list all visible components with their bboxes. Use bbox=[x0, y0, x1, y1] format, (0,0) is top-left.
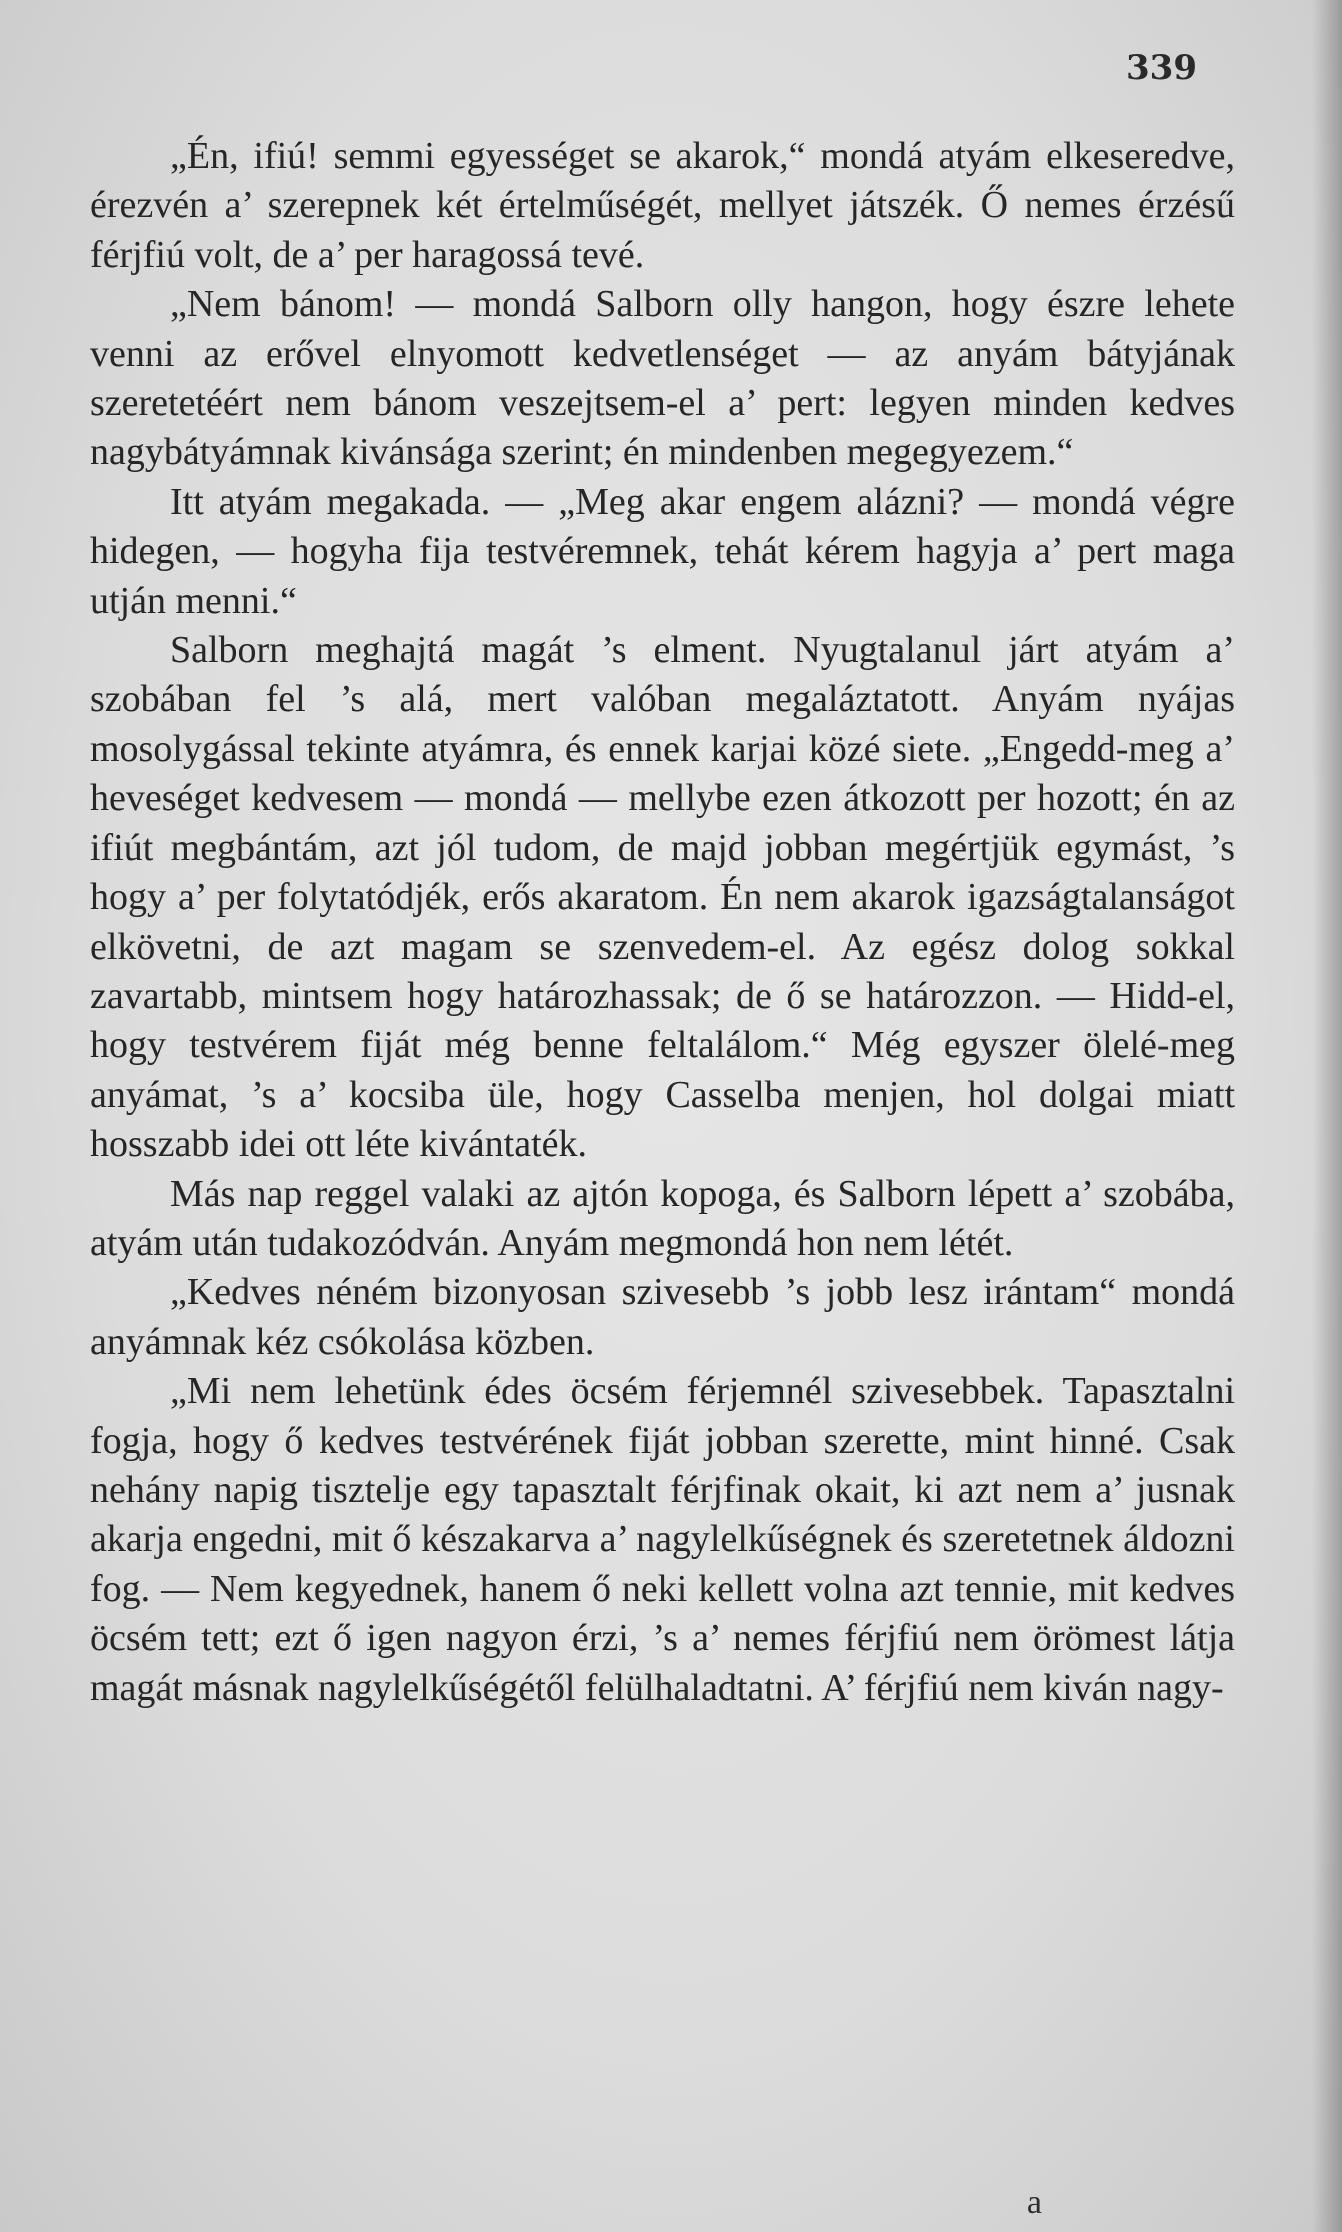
paragraph-6: „Kedves néném bizonyosan szivesebb ’s jobb lesz irántam“ mondá anyámnak kéz csókolása közben. bbox=[90, 1271, 1235, 1363]
paragraph-3: Itt atyám megakada. — „Meg akar engem alázni? — mondá végre hidegen, — hogyha fija testvéremnek, tehát kérem hagyja a’ pert maga utján menni.“ bbox=[90, 480, 1235, 622]
paragraph-1: „Én, ifiú! semmi egyességet se akarok,“ mondá atyám elkeseredve, érezvén a’ szerepnek két értelműségét, mellyet játszék. Ő nemes érzésű férjfiú volt, de a’ per haragossá tevé. bbox=[90, 135, 1235, 276]
paragraph-2: „Nem bánom! — mondá Salborn olly hangon, hogy észre lehete venni az erővel elnyomott kedvetlenséget — az anyám bátyjának szeretetéért nem bánom veszejtsem-el a’ pert: legyen minden kedves nagybátyámnak kivánsága szerint; én mindenben megegyezem.“ bbox=[90, 283, 1235, 474]
body-text bbox=[90, 132, 1235, 1713]
paragraph-7: „Mi nem lehetünk édes öcsém férjemnél szivesebbek. Tapasztalni fogja, hogy ő kedves testvérének fiját jobban szerette, mint hinné. Csak nehány napig tisztelje egy tapasztalt férjfinak okait, ki azt nem a’ jusnak akarja engedni, mit ő készakarva a’ nagylelkűségnek és szeretetnek áldozni fog. — Nem kegyednek, hanem ő neki kellett volna azt tennie, mit kedves öcsém tett; ezt ő igen nagyon érzi, ’s a’ nemes férjfiú nem örömest látja magát másnak nagylelkűségétől felülhaladtatni. A’ férjfiú nem kiván nagy- bbox=[90, 1370, 1235, 1709]
catchword: a bbox=[1026, 2184, 1042, 2221]
page-edge-shadow bbox=[1312, 0, 1342, 2232]
paragraph-5: Más nap reggel valaki az ajtón kopoga, és Salborn lépett a’ szobába, atyám után tudakozódván. Anyám megmondá hon nem létét. bbox=[90, 1172, 1235, 1264]
page-number: 339 bbox=[1126, 48, 1197, 88]
paragraph-4: Salborn meghajtá magát ’s elment. Nyugtalanul járt atyám a’ szobában fel ’s alá, mert valóban megaláztatott. Anyám nyájas mosolygással tekinte atyámra, és ennek karjai közé siete. „Engedd-meg a’ heveséget kedvesem — mondá — mellybe ezen átkozott per hozott; én az ifiút megbántám, azt jól tudom, de majd jobban megértjük egymást, ’s hogy a’ per folytatódjék, erős akaratom. Én nem akarok igazságtalanságot elkövetni, de azt magam se szenvedem-el. Az egész dolog sokkal zavartabb, mintsem hogy határozhassak; de ő se határozzon. — Hidd-el, hogy testvérem fiját még benne feltalálom.“ Még egyszer ölelé-meg anyámat, ’s a’ kocsiba üle, hogy Casselba menjen, hol dolgai miatt hosszabb idei ott léte kivántaték. bbox=[90, 629, 1235, 1166]
